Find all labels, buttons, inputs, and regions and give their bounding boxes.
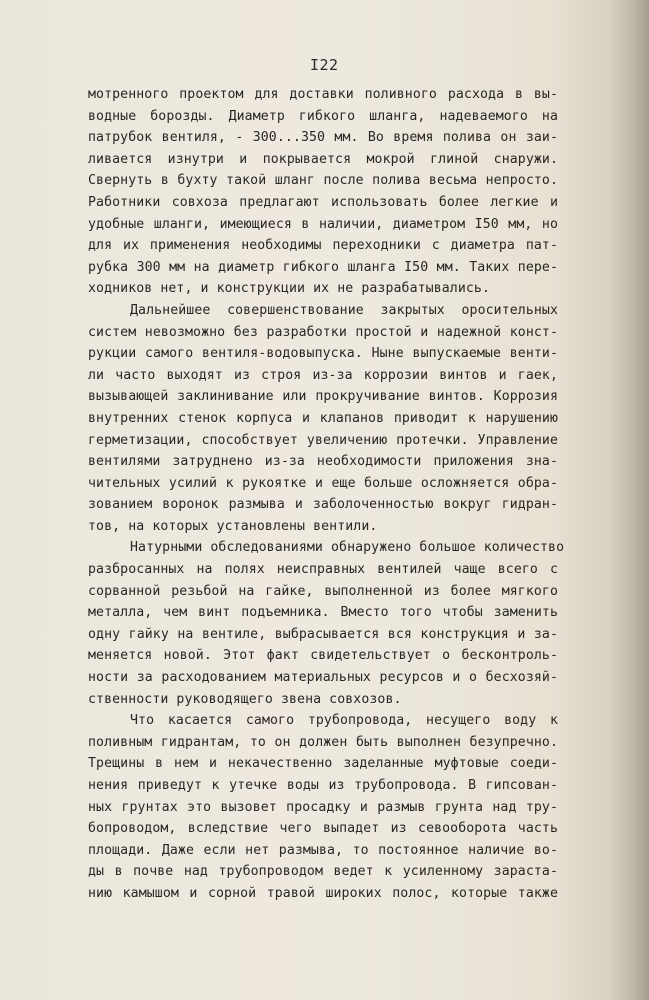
text-line: металла, чем винт подъемника. Вместо того чтобы заменить bbox=[88, 605, 558, 621]
text-line: вентилями затруднено из-за необходимости приложения зна- bbox=[88, 454, 558, 470]
text-line: ности за расходованием материальных ресурсов и о бесхозяй- bbox=[88, 670, 558, 686]
text-line: Трещины в нем и некачественно заделанные муфтовые соеди- bbox=[88, 756, 558, 772]
text-line: рубка 300 мм на диаметр гибкого шланга I50 мм. Таких пере- bbox=[88, 259, 558, 275]
text-line: ды в почве над трубопроводом ведет к усиленному зараста- bbox=[88, 864, 558, 880]
text-line: водные борозды. Диаметр гибкого шланга, надеваемого на bbox=[88, 108, 558, 124]
text-line: бопроводом, вследствие чего выпадет из севооборота часть bbox=[88, 821, 558, 837]
text-line: меняется новой. Этот факт свидетельствует о бесконтроль- bbox=[88, 648, 558, 664]
page-edge-shadow bbox=[609, 0, 649, 1000]
text-line: вызывающей заклинивание или прокручивание винтов. Коррозия bbox=[88, 389, 558, 405]
text-line: Натурными обследованиями обнаружено большое количество bbox=[130, 540, 565, 556]
text-line: ливается изнутри и покрывается мокрой глиной снаружи. bbox=[88, 151, 558, 167]
text-line: для их применения необходимы переходники с диаметра пат- bbox=[88, 238, 558, 254]
text-line: мотренного проектом для доставки поливного расхода в вы- bbox=[88, 87, 558, 102]
page-number: I22 bbox=[310, 56, 339, 74]
text-line: ходников нет, и конструкции их не разрабатывались. bbox=[88, 281, 490, 297]
text-line: ных грунтах это вызовет просадку и размыв грунта над тру- bbox=[88, 799, 558, 815]
text-line: площади. Даже если нет размыва, то постоянное наличие во- bbox=[88, 842, 558, 858]
text-line: Дальнейшее совершенствование закрытых оросительных bbox=[130, 302, 558, 318]
text-line: разбросанных на полях неисправных вентилей чаще всего с bbox=[88, 562, 558, 578]
text-line: зованием воронок размыва и заболоченностью вокруг гидран- bbox=[88, 497, 558, 513]
text-line: нения приведут к утечке воды из трубопровода. В гипсован- bbox=[88, 778, 558, 793]
text-line: герметизации, способствует увеличению протечки. Управление bbox=[88, 432, 558, 448]
text-line: нию камышом и сорной травой широких полос, которые также bbox=[88, 885, 558, 901]
text-line: рукции самого вентиля-водовыпуска. Ныне выпускаемые венти- bbox=[88, 346, 558, 362]
text-line: внутренних стенок корпуса и клапанов приводит к нарушению bbox=[88, 410, 558, 426]
body-text bbox=[88, 84, 565, 905]
text-line: чительных усилий к рукоятке и еще больше осложняется обра- bbox=[88, 475, 558, 491]
text-line: поливным гидрантам, то он должен быть выполнен безупречно. bbox=[88, 734, 558, 750]
text-line: удобные шланги, имеющиеся в наличии, диаметром I50 мм, но bbox=[88, 216, 558, 232]
text-line: Свернуть в бухту такой шланг после полива весьма непросто. bbox=[88, 173, 558, 189]
text-line: ственности руководящего звена совхозов. bbox=[88, 691, 402, 707]
text-line: ли часто выходят из строя из-за коррозии винтов и гаек, bbox=[88, 367, 558, 383]
text-line: Работники совхоза предлагают использовать более легкие и bbox=[88, 194, 558, 210]
text-line: одну гайку на вентиле, выбрасывается вся конструкция и за- bbox=[88, 626, 558, 642]
text-line: Что касается самого трубопровода, несущего воду к bbox=[130, 713, 558, 729]
text-line: тов, на которых установлены вентили. bbox=[88, 518, 378, 534]
text-line: патрубок вентиля, - 300...350 мм. Во время полива он заи- bbox=[88, 130, 558, 146]
text-line: сорванной резьбой на гайке, выполненной из более мягкого bbox=[88, 583, 558, 599]
text-line: систем невозможно без разработки простой и надежной конст- bbox=[88, 324, 558, 340]
